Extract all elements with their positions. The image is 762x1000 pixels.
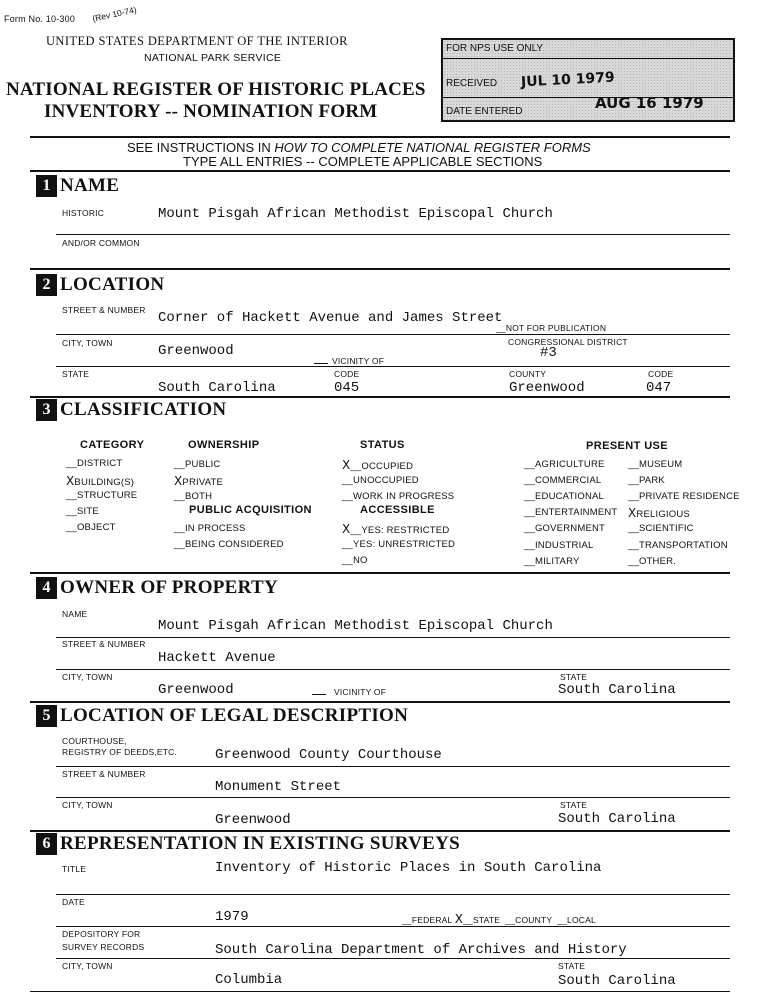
depository-state-value: South Carolina bbox=[558, 973, 676, 989]
owner-street-label: STREET & NUMBER bbox=[62, 639, 146, 649]
accessible-heading: ACCESSIBLE bbox=[360, 504, 435, 516]
historic-label: HISTORIC bbox=[62, 208, 105, 218]
survey-level-options: __FEDERAL X__STATE __COUNTY __LOCAL bbox=[402, 912, 596, 926]
section-5-number: 5 bbox=[36, 705, 57, 727]
legal-state-label: STATE bbox=[560, 800, 588, 810]
status-heading: STATUS bbox=[360, 439, 405, 451]
depository-state-label: STATE bbox=[558, 961, 586, 971]
county-label: COUNTY bbox=[509, 369, 547, 379]
use-commercial: __COMMERCIAL bbox=[524, 475, 602, 486]
section-4-number: 4 bbox=[36, 577, 57, 599]
location-street-label: STREET & NUMBER bbox=[62, 305, 146, 315]
survey-date-label: DATE bbox=[62, 897, 85, 907]
location-street-value: Corner of Hackett Avenue and James Street bbox=[158, 310, 503, 326]
nps-box-header: FOR NPS USE ONLY bbox=[446, 43, 544, 54]
date-entered-label: DATE ENTERED bbox=[446, 106, 523, 117]
category-district: __DISTRICT bbox=[66, 458, 123, 469]
section-3-header bbox=[36, 399, 226, 421]
location-vicinity-label: VICINITY OF bbox=[314, 356, 384, 366]
not-for-publication: __NOT FOR PUBLICATION bbox=[496, 323, 607, 333]
use-entertainment: __ENTERTAINMENT bbox=[524, 507, 618, 518]
form-revision: (Rev 10-74) bbox=[91, 4, 138, 24]
owner-city-label: CITY, TOWN bbox=[62, 672, 113, 682]
section-5-title: LOCATION OF LEGAL DESCRIPTION bbox=[60, 705, 409, 726]
county-code-value: 047 bbox=[646, 380, 672, 396]
use-transportation: __TRANSPORTATION bbox=[628, 540, 728, 551]
use-park: __PARK bbox=[628, 475, 665, 486]
legal-state-value: South Carolina bbox=[558, 811, 676, 827]
ownership-both: __BOTH bbox=[174, 491, 213, 502]
form-title-line2: INVENTORY -- NOMINATION FORM bbox=[44, 101, 378, 122]
section-1-header bbox=[36, 175, 119, 197]
ownership-public: __PUBLIC bbox=[174, 459, 221, 470]
owner-name-value: Mount Pisgah African Methodist Episcopal Church bbox=[158, 618, 553, 634]
accessible-unrestricted: __YES: UNRESTRICTED bbox=[342, 539, 456, 550]
service-name: NATIONAL PARK SERVICE bbox=[144, 52, 282, 64]
legal-street-value: Monument Street bbox=[215, 779, 342, 795]
section-4-title: OWNER OF PROPERTY bbox=[60, 577, 279, 598]
accessible-restricted: X__YES: RESTRICTED bbox=[342, 522, 450, 536]
use-agriculture: __AGRICULTURE bbox=[524, 459, 605, 470]
depository-city-value: Columbia bbox=[215, 972, 283, 988]
depository-value: South Carolina Department of Archives and History bbox=[215, 942, 627, 958]
received-label: RECEIVED bbox=[446, 78, 498, 89]
survey-date-value: 1979 bbox=[215, 909, 249, 925]
location-state-label: STATE bbox=[62, 369, 90, 379]
survey-title-value: Inventory of Historic Places in South Carolina bbox=[215, 860, 602, 876]
ownership-heading: OWNERSHIP bbox=[188, 439, 260, 451]
use-private-residence: __PRIVATE RESIDENCE bbox=[628, 491, 740, 502]
legal-city-label: CITY, TOWN bbox=[62, 800, 113, 810]
section-4-header bbox=[36, 577, 278, 599]
historic-name-value: Mount Pisgah African Methodist Episcopal Church bbox=[158, 206, 553, 222]
section-2-number: 2 bbox=[36, 274, 57, 296]
use-scientific: __SCIENTIFIC bbox=[628, 523, 694, 534]
present-use-heading: PRESENT USE bbox=[586, 440, 669, 452]
state-code-value: 045 bbox=[334, 380, 360, 396]
legal-street-label: STREET & NUMBER bbox=[62, 769, 146, 779]
status-occupied: X__OCCUPIED bbox=[342, 458, 414, 472]
instructions-line1: SEE INSTRUCTIONS IN HOW TO COMPLETE NATIONAL REGISTER FORMS bbox=[127, 140, 591, 155]
owner-street-value: Hackett Avenue bbox=[158, 650, 276, 666]
section-6-header bbox=[36, 833, 460, 855]
category-site: __SITE bbox=[66, 506, 99, 517]
acquisition-in-process: __IN PROCESS bbox=[174, 523, 246, 534]
nps-use-box bbox=[441, 38, 735, 122]
public-acquisition-heading: PUBLIC ACQUISITION bbox=[189, 504, 312, 516]
courthouse-value: Greenwood County Courthouse bbox=[215, 747, 442, 763]
section-1-number: 1 bbox=[36, 175, 57, 197]
accessible-no: __NO bbox=[342, 555, 368, 566]
use-museum: __MUSEUM bbox=[628, 459, 683, 470]
depository-city-label: CITY, TOWN bbox=[62, 961, 113, 971]
received-stamp: JUL 10 1979 bbox=[520, 69, 616, 91]
courthouse-label-line2: REGISTRY OF DEEDS,ETC. bbox=[62, 747, 178, 757]
category-object: __OBJECT bbox=[66, 522, 116, 533]
ownership-private: XPRIVATE bbox=[174, 474, 224, 488]
section-2-title: LOCATION bbox=[60, 274, 165, 295]
section-1-title: NAME bbox=[60, 175, 120, 196]
congressional-district-label: CONGRESSIONAL DISTRICT bbox=[508, 337, 628, 347]
use-government: __GOVERNMENT bbox=[524, 523, 606, 534]
state-code-label: CODE bbox=[334, 369, 360, 379]
section-3-title: CLASSIFICATION bbox=[60, 399, 227, 420]
owner-city-value: Greenwood bbox=[158, 682, 234, 698]
category-heading: CATEGORY bbox=[80, 439, 145, 451]
county-code-label: CODE bbox=[648, 369, 674, 379]
department-name: UNITED STATES DEPARTMENT OF THE INTERIOR bbox=[46, 34, 348, 48]
section-6-title: REPRESENTATION IN EXISTING SURVEYS bbox=[60, 833, 461, 854]
location-city-label: CITY, TOWN bbox=[62, 338, 113, 348]
use-religious: XRELIGIOUS bbox=[628, 506, 690, 520]
depository-label-line2: SURVEY RECORDS bbox=[62, 942, 145, 952]
date-entered-stamp: AUG 16 1979 bbox=[595, 94, 704, 112]
category-structure: __STRUCTURE bbox=[66, 490, 138, 501]
county-value: Greenwood bbox=[509, 380, 585, 396]
section-6-number: 6 bbox=[36, 833, 57, 855]
status-work-in-progress: __WORK IN PROGRESS bbox=[342, 491, 455, 502]
common-name-label: AND/OR COMMON bbox=[62, 238, 140, 248]
form-number: Form No. 10-300 bbox=[4, 14, 76, 24]
use-other: __OTHER. bbox=[628, 556, 677, 567]
use-military: __MILITARY bbox=[524, 556, 580, 567]
use-industrial: __INDUSTRIAL bbox=[524, 540, 594, 551]
location-city-value: Greenwood bbox=[158, 343, 234, 359]
courthouse-label-line1: COURTHOUSE, bbox=[62, 736, 127, 746]
owner-vicinity-label: VICINITY OF bbox=[312, 687, 386, 697]
instructions-line2: TYPE ALL ENTRIES -- COMPLETE APPLICABLE SECTIONS bbox=[183, 154, 543, 169]
legal-city-value: Greenwood bbox=[215, 812, 291, 828]
depository-label-line1: DEPOSITORY FOR bbox=[62, 929, 141, 939]
section-5-header bbox=[36, 705, 408, 727]
congressional-district-value: #3 bbox=[540, 345, 557, 361]
form-title-line1: NATIONAL REGISTER OF HISTORIC PLACES bbox=[6, 79, 426, 100]
section-2-header bbox=[36, 274, 164, 296]
survey-title-label: TITLE bbox=[62, 864, 87, 874]
section-3-number: 3 bbox=[36, 399, 57, 421]
category-buildings: XBUILDING(S) bbox=[66, 474, 135, 488]
acquisition-being-considered: __BEING CONSIDERED bbox=[174, 539, 284, 550]
owner-state-label: STATE bbox=[560, 672, 588, 682]
location-state-value: South Carolina bbox=[158, 380, 276, 396]
status-unoccupied: __UNOCCUPIED bbox=[342, 475, 419, 486]
use-educational: __EDUCATIONAL bbox=[524, 491, 605, 502]
owner-state-value: South Carolina bbox=[558, 682, 676, 698]
owner-name-label: NAME bbox=[62, 609, 88, 619]
